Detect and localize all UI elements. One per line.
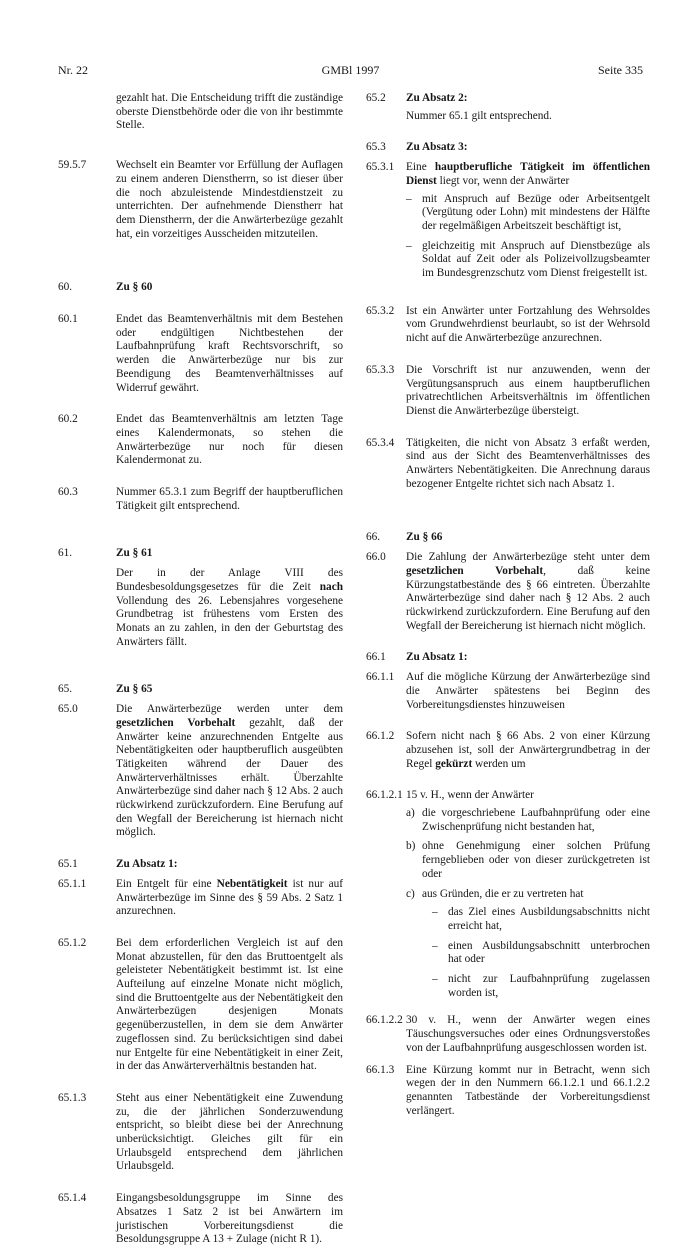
dash-sublist (422, 906, 650, 1000)
section-heading-entry (58, 547, 343, 561)
section-text: gezahlt hat. Die Entscheidung trifft die zuständige oberste Dienstbehörde oder die von ihr bestimmte Stelle. (116, 92, 343, 132)
section-number: 66.1.2.2 (366, 1014, 403, 1027)
section-heading-entry (58, 858, 343, 872)
section-number (58, 567, 116, 649)
section-entry (366, 551, 650, 633)
section-text: Bei dem erforderlichen Vergleich ist auf den Monat abzustellen, für den das Bruttoentgelt als geleisteter Nebentätigkeit bestimmt ist. Ist eine Aufteilung auf einzelne Monate nicht möglich, sind die Bruttoentgelte aus der Nebentätigkeit den Anwärterbezügen desjenigen Monats gegenüberzustellen, in dem sie dem Anwärter zugeflossen sind. Zu berücksichtigen sind dabei nur Entgelte für eine Nebentätigkeit in einer Zeit, in der das Anwärterverhältnis bestanden hat. (116, 936, 343, 1073)
section-number: 66.1 (366, 651, 386, 664)
section-heading-entry (366, 531, 650, 545)
section-number: 66.1.2.1 (366, 789, 403, 802)
issue-number: Nr. 22 (58, 63, 88, 77)
section-heading: Zu § 60 (116, 281, 153, 294)
section-entry (58, 703, 343, 840)
list-item: b) ohne Genehmigung einer solchen Prüfung ferngeblieben oder von dieser zurückgetreten ist oder (406, 840, 650, 880)
section-number: 66. (366, 531, 381, 544)
section-number: 60.2 (58, 413, 78, 426)
alpha-list (406, 807, 650, 1000)
section-number: 65.3.1 (366, 161, 395, 174)
section-text: Sofern nicht nach § 66 Abs. 2 von einer Kürzung abzusehen ist, soll der Anwärtergrundbetrag in der Regel gekürzt werden um (406, 730, 650, 770)
section-heading: Zu Absatz 3: (406, 141, 468, 154)
section-text: Wechselt ein Beamter vor Erfüllung der Auflagen zu einem anderen Dienstherrn, so ist dieser über die noch abzuleistende Mindestdienstzeit zu unterrichten. Der aufnehmende Dienstherr hat dem Dienstherrn, der die Anwärterbezüge gezahlt hat, ein vorzeitiges Ausscheiden mitzuteilen. (116, 159, 343, 240)
section-entry (366, 364, 650, 419)
section-number: 59.5.7 (58, 159, 87, 172)
section-number (366, 110, 406, 124)
section-number: 60.3 (58, 486, 78, 499)
section-text: Die Vorschrift ist nur anzuwenden, wenn der Vergütungsanspruch aus einem hauptberuflichen privatrechtlichen Arbeitsverhältnis im öffentlichen Dienst die Anwärterbezüge übersteigt. (406, 363, 650, 417)
section-number: 65.0 (58, 703, 78, 716)
section-entry (366, 1014, 650, 1055)
section-text: Eine hauptberufliche Tätigkeit im öffentlichen Dienst liegt vor, wenn der Anwärter – mit Anspruch auf Bezüge oder Arbeitsentgelt (Vergütung oder Lohn) mit mindestens der Hälfte der regelmäßigen Arbeitszeit beschäftigt ist, – gleichzeitig mit Anspruch auf Dienstbezüge als Soldat auf Zeit oder als Polizeivollzugsbeamter im Bundesgrenzschutz vom Dienst freigestellt ist. (406, 161, 650, 287)
section-heading-entry (366, 92, 650, 106)
section-number: 65.1 (58, 858, 78, 871)
section-number: 60.1 (58, 313, 78, 326)
section-entry (58, 413, 343, 468)
section-text: 15 v. H., wenn der Anwärter a) die vorgeschriebene Laufbahnprüfung oder eine Zwischenprüfung nicht bestanden hat, b) ohne Genehmigung einer solchen Prüfung ferngeblieben oder von dieser zurückgetreten ist oder c) aus Gründen, die er zu vertreten hat – das Ziel eines Ausbildungsabschnitts nicht erreicht hat, – einen Ausbildungsabschnitt unterbrochen hat oder – nicht zur Laufbahnprüfung zugelassen worden ist, (406, 789, 650, 1006)
section-number: 65.1.1 (58, 877, 87, 890)
section-number (58, 92, 116, 133)
left-column (58, 92, 343, 1257)
right-column (366, 92, 650, 1128)
list-item: – gleichzeitig mit Anspruch auf Dienstbezüge als Soldat auf Zeit oder als Polizeivollzugsbeamter im Bundesgrenzschutz vom Dienst freigestellt ist. (406, 240, 650, 281)
section-entry (366, 730, 650, 771)
section-number: 60. (58, 281, 73, 294)
section-text: Nummer 65.1 gilt entsprechend. (406, 109, 552, 122)
section-entry (366, 110, 650, 124)
section-text: 30 v. H., wenn der Anwärter wegen eines Täuschungsversuches oder eines Ordnungsverstoßes von der Laufbahnprüfung ausgeschlossen worden ist. (406, 1014, 650, 1054)
section-number: 65.3.2 (366, 304, 395, 317)
section-text: Eingangsbesoldungsgruppe im Sinne des Absatzes 1 Satz 2 ist bei Anwärtern im juristischen Vorbereitungsdienst die Besoldungsgruppe A 13 + Zulage (nicht R 1). (116, 1192, 343, 1246)
section-text: Endet das Beamtenverhältnis mit dem Bestehen oder endgültigen Nichtbestehen der Laufbahnprüfung kraft Rechtsvorschrift, so werden die Anwärterbezüge nur bis zur Beendigung des Beamtenverhältnisses auf Widerruf gewährt. (116, 313, 343, 394)
section-text: Auf die mögliche Kürzung der Anwärterbezüge sind die Anwärter spätestens bei Beginn des Vorbereitungsdienstes hinzuweisen (406, 671, 650, 711)
section-number: 66.1.1 (366, 671, 395, 684)
section-entry (366, 1064, 650, 1119)
section-number: 65.1.3 (58, 1091, 87, 1104)
section-entry (366, 789, 650, 1006)
list-item: a) die vorgeschriebene Laufbahnprüfung oder eine Zwischenprüfung nicht bestanden hat, (406, 807, 650, 833)
list-item: – einen Ausbildungsabschnitt unterbrochen hat oder (422, 940, 650, 967)
section-heading: Zu Absatz 2: (406, 92, 468, 104)
section-entry (58, 1192, 343, 1247)
section-text: Steht aus einer Nebentätigkeit eine Zuwendung zu, die der jährlichen Sonderzuwendung entspricht, so bleibt diese bei der Anrechnung unberücksichtigt. Gleiches gilt für ein Urlaubsgeld entsprechend dem jährlichen Urlaubsgeld. (116, 1091, 343, 1173)
section-heading-entry (366, 651, 650, 665)
section-number: 65.3.4 (366, 436, 395, 449)
list-item: – nicht zur Laufbahnprüfung zugelassen worden ist, (422, 973, 650, 1000)
list-item: – das Ziel eines Ausbildungsabschnitts nicht erreicht hat, (422, 906, 650, 933)
section-entry (58, 937, 343, 1074)
section-text: Nummer 65.3.1 zum Begriff der hauptberuflichen Tätigkeit gilt entsprechend. (116, 486, 343, 512)
section-text: Die Anwärterbezüge werden unter dem gesetzlichen Vorbehalt gezahlt, daß der Anwärter keine anzurechnenden Entgelte aus Nebentätigkeiten oder hauptberuflich ausgeübten Tätigkeiten während der Dauer des Anwärterverhältnisses erhält. Überzahlte Anwärterbezüge sind daher nach § 12 Abs. 2 auch rückwirkend zurückzufordern. Eine Berufung auf den Wegfall der Bereicherung ist hiernach nicht möglich. (116, 703, 343, 839)
section-heading: Zu Absatz 1: (406, 651, 468, 664)
section-entry (366, 437, 650, 492)
dash-list (406, 193, 650, 281)
section-text: Ein Entgelt für eine Nebentätigkeit ist nur auf Anwärterbezüge im Sinne des § 59 Abs. 2 Satz 1 anzurechnen. (116, 877, 343, 918)
section-entry (366, 671, 650, 712)
section-heading-entry (58, 281, 343, 295)
section-text: Der in der Anlage VIII des Bundesbesoldungsgesetzes für die Zeit nach Vollendung des 26. Lebensjahres vorgesehene Grundbetrag ist frühestens vom Ersten des Monats an zu zahlen, in den der Geburtstag des Anwärters fällt. (116, 567, 343, 648)
page-header (58, 64, 643, 80)
section-entry (58, 1092, 343, 1174)
section-number: 66.1.3 (366, 1063, 395, 1076)
section-heading-entry (58, 683, 343, 697)
section-text: Endet das Beamtenverhältnis am letzten Tage eines Kalendermonats, so stehen die Anwärterbezüge nur noch für diesen Kalendermonat zu. (116, 413, 343, 467)
section-entry (58, 486, 343, 513)
section-number: 65.1.4 (58, 1192, 87, 1205)
section-entry (366, 305, 650, 346)
list-item: – mit Anspruch auf Bezüge oder Arbeitsentgelt (Vergütung oder Lohn) mit mindestens der Hälfte der regelmäßigen Arbeitszeit beschäftigt ist, (406, 193, 650, 234)
section-number: 65.1.2 (58, 936, 87, 949)
list-item: c) aus Gründen, die er zu vertreten hat – das Ziel eines Ausbildungsabschnitts nicht erreicht hat, – einen Ausbildungsabschnitt unterbrochen hat oder – nicht zur Laufbahnprüfung zugelassen worden ist, (406, 888, 650, 1001)
page-number: Seite 335 (598, 63, 643, 77)
section-heading: Zu Absatz 1: (116, 858, 178, 871)
section-number: 61. (58, 547, 73, 560)
section-entry (58, 92, 343, 133)
section-text: Tätigkeiten, die nicht von Absatz 3 erfaßt werden, sind aus der Sicht des Beamtenverhältnisses des Anwärters Nebentätigkeiten. Die Anrechnung daraus bezogener Entgelte richtet sich nach Absatz 1. (406, 436, 650, 490)
section-heading: Zu § 65 (116, 683, 153, 696)
section-heading: Zu § 66 (406, 531, 443, 544)
section-number: 66.0 (366, 551, 386, 564)
publication-title: GMBl 1997 (321, 63, 380, 77)
section-entry (58, 878, 343, 919)
section-number: 65. (58, 683, 73, 696)
section-number: 65.3 (366, 141, 386, 154)
section-number: 65.2 (366, 92, 386, 104)
section-entry (58, 313, 343, 395)
section-number: 66.1.2 (366, 730, 395, 743)
section-text: Die Zahlung der Anwärterbezüge steht unter dem gesetzlichen Vorbehalt, daß keine Kürzungstatbestände des § 66 eintreten. Überzahlte Anwärterbezüge sind daher nach § 12 Abs. 2 auch rückwirkend zurückzufordern. Eine Berufung auf den Wegfall der Bereicherung ist hiernach nicht möglich. (406, 551, 650, 632)
section-entry (366, 161, 650, 287)
section-text: Eine Kürzung kommt nur in Betracht, wenn sich wegen der in den Nummern 66.1.2.1 und 66.1.2.2 genannten Tatbestände der Vorbereitungsdienst verlängert. (406, 1063, 650, 1117)
section-number: 65.3.3 (366, 363, 395, 376)
section-text: Ist ein Anwärter unter Fortzahlung des Wehrsoldes vom Grundwehrdienst beurlaubt, so ist der Wehrsold nicht auf die Anwärterbezüge anzurechnen. (406, 304, 650, 345)
section-entry (58, 159, 343, 241)
section-heading-entry (366, 141, 650, 155)
section-entry (58, 567, 343, 649)
section-heading: Zu § 61 (116, 547, 153, 560)
